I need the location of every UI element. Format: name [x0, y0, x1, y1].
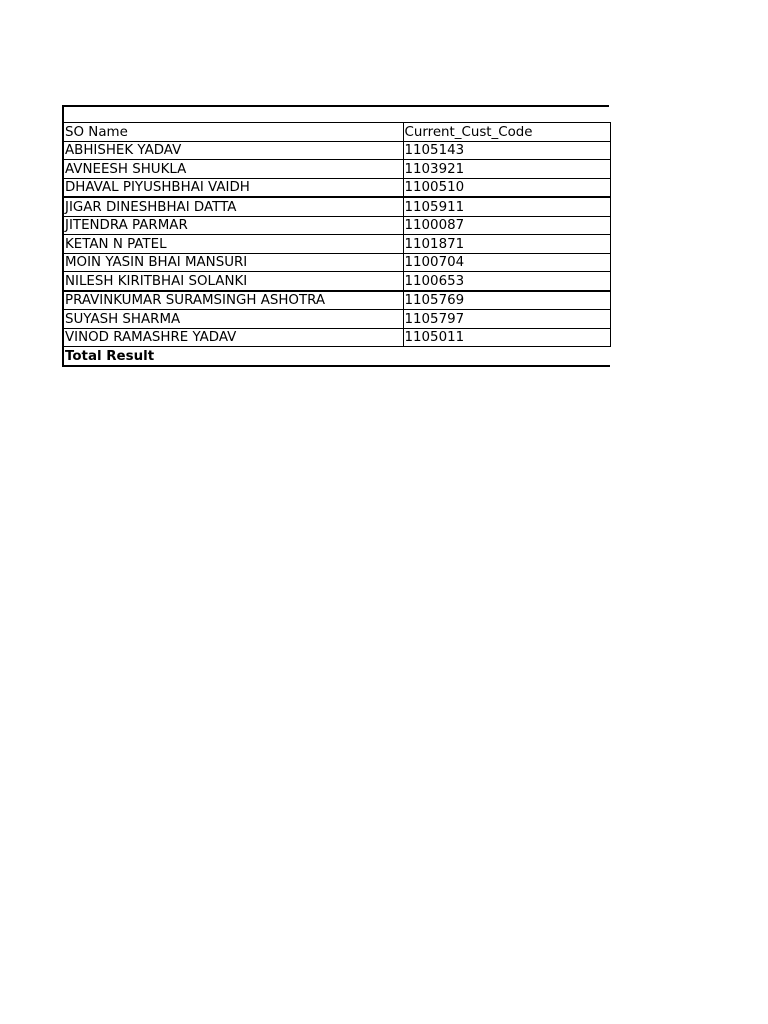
table-row [63, 253, 610, 272]
table-row [63, 197, 610, 216]
table-row [63, 141, 610, 160]
cust-code-cell: 1100653 [403, 272, 610, 291]
cust-code-cell: 1100704 [403, 253, 610, 272]
header-current-cust-code: Current_Cust_Code [403, 123, 610, 142]
so-name-cell: NILESH KIRITBHAI SOLANKI [63, 272, 403, 291]
customer-code-table [62, 122, 611, 367]
so-name-cell: SUYASH SHARMA [63, 310, 403, 329]
table-row [63, 328, 610, 347]
table-row [63, 272, 610, 291]
so-name-cell: MOIN YASIN BHAI MANSURI [63, 253, 403, 272]
total-result-label: Total Result [63, 347, 610, 366]
total-row [63, 347, 610, 366]
so-name-cell: AVNEESH SHUKLA [63, 160, 403, 179]
cust-code-cell: 1105911 [403, 197, 610, 216]
cust-code-cell: 1100087 [403, 216, 610, 235]
cust-code-cell: 1103921 [403, 160, 610, 179]
so-name-cell: VINOD RAMASHRE YADAV [63, 328, 403, 347]
table-row [63, 178, 610, 197]
cust-code-cell: 1105797 [403, 310, 610, 329]
table-row [63, 235, 610, 254]
so-name-cell: ABHISHEK YADAV [63, 141, 403, 160]
table-row [63, 216, 610, 235]
sheet-top-border [62, 105, 609, 122]
table-row [63, 310, 610, 329]
header-so-name: SO Name [63, 123, 403, 142]
so-name-cell: JITENDRA PARMAR [63, 216, 403, 235]
cust-code-cell: 1105143 [403, 141, 610, 160]
cust-code-cell: 1105011 [403, 328, 610, 347]
so-name-cell: DHAVAL PIYUSHBHAI VAIDH [63, 178, 403, 197]
so-name-cell: JIGAR DINESHBHAI DATTA [63, 197, 403, 216]
table-row [63, 160, 610, 179]
header-row [63, 123, 610, 142]
cust-code-cell: 1100510 [403, 178, 610, 197]
table-row [63, 291, 610, 310]
so-name-cell: PRAVINKUMAR SURAMSINGH ASHOTRA [63, 291, 403, 310]
cust-code-cell: 1105769 [403, 291, 610, 310]
spreadsheet-page [62, 105, 609, 367]
cust-code-cell: 1101871 [403, 235, 610, 254]
so-name-cell: KETAN N PATEL [63, 235, 403, 254]
